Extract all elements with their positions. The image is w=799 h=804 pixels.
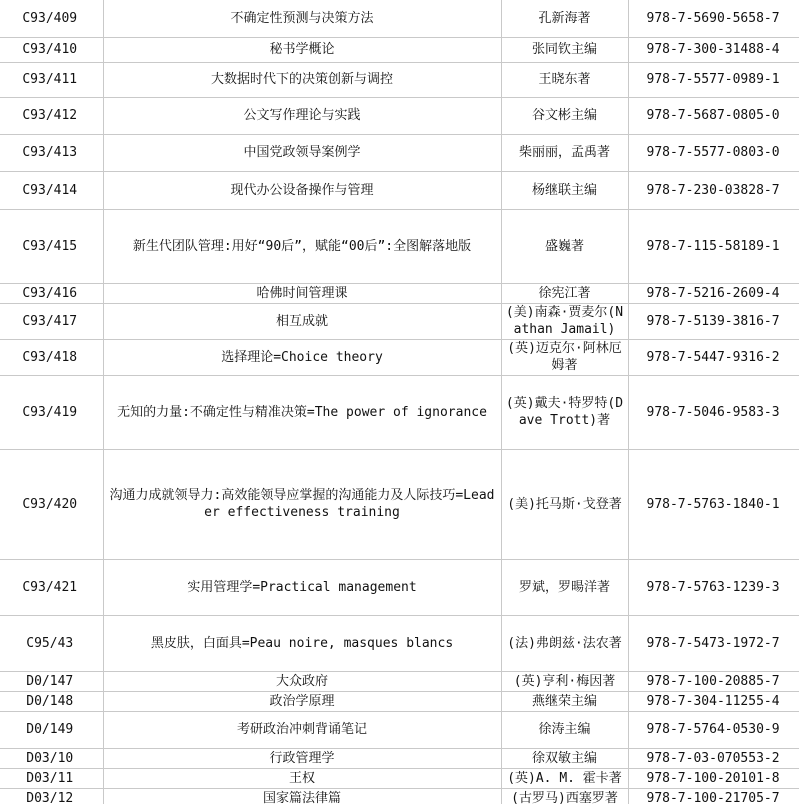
call-number-cell[interactable]: C93/410 (0, 37, 103, 62)
author-cell[interactable]: 徐宪江著 (501, 283, 628, 303)
call-number-cell[interactable]: D03/12 (0, 788, 103, 804)
table-row (0, 748, 799, 768)
call-number-cell[interactable]: C93/415 (0, 209, 103, 283)
call-number-cell[interactable]: C93/418 (0, 339, 103, 375)
title-cell[interactable]: 不确定性预测与决策方法 (103, 0, 501, 37)
isbn-cell[interactable]: 978-7-100-21705-7 (628, 788, 799, 804)
call-number-cell[interactable]: D03/10 (0, 748, 103, 768)
isbn-cell[interactable]: 978-7-304-11255-4 (628, 691, 799, 711)
call-number-cell[interactable]: C93/417 (0, 303, 103, 339)
title-cell[interactable]: 中国党政领导案例学 (103, 134, 501, 171)
author-cell[interactable]: (美)南森·贾麦尔(Nathan Jamail) (501, 303, 628, 339)
isbn-cell[interactable]: 978-7-115-58189-1 (628, 209, 799, 283)
author-cell[interactable]: (美)托马斯·戈登著 (501, 449, 628, 559)
call-number-cell[interactable]: C93/419 (0, 375, 103, 449)
title-cell[interactable]: 行政管理学 (103, 748, 501, 768)
table-row (0, 134, 799, 171)
author-cell[interactable]: (英)戴夫·特罗特(Dave Trott)著 (501, 375, 628, 449)
title-cell[interactable]: 考研政治冲刺背诵笔记 (103, 711, 501, 748)
author-cell[interactable]: 徐涛主编 (501, 711, 628, 748)
title-cell[interactable]: 国家篇法律篇 (103, 788, 501, 804)
title-cell[interactable]: 实用管理学=Practical management (103, 559, 501, 615)
table-row (0, 375, 799, 449)
title-cell[interactable]: 选择理论=Choice theory (103, 339, 501, 375)
isbn-cell[interactable]: 978-7-300-31488-4 (628, 37, 799, 62)
isbn-cell[interactable]: 978-7-5139-3816-7 (628, 303, 799, 339)
title-cell[interactable]: 秘书学概论 (103, 37, 501, 62)
author-cell[interactable]: 燕继荣主编 (501, 691, 628, 711)
table-row (0, 283, 799, 303)
author-cell[interactable]: 杨继联主编 (501, 171, 628, 209)
author-cell[interactable]: 王晓东著 (501, 62, 628, 97)
call-number-cell[interactable]: C93/412 (0, 97, 103, 134)
author-cell[interactable]: 张同钦主编 (501, 37, 628, 62)
table-row (0, 62, 799, 97)
isbn-cell[interactable]: 978-7-5046-9583-3 (628, 375, 799, 449)
table-row (0, 209, 799, 283)
call-number-cell[interactable]: C93/421 (0, 559, 103, 615)
author-cell[interactable]: 谷文彬主编 (501, 97, 628, 134)
isbn-cell[interactable]: 978-7-5216-2609-4 (628, 283, 799, 303)
title-cell[interactable]: 无知的力量:不确定性与精准决策=The power of ignorance (103, 375, 501, 449)
isbn-cell[interactable]: 978-7-5447-9316-2 (628, 339, 799, 375)
title-cell[interactable]: 现代办公设备操作与管理 (103, 171, 501, 209)
author-cell[interactable]: 柴丽丽，孟禹著 (501, 134, 628, 171)
isbn-cell[interactable]: 978-7-5577-0803-0 (628, 134, 799, 171)
isbn-cell[interactable]: 978-7-03-070553-2 (628, 748, 799, 768)
title-cell[interactable]: 公文写作理论与实践 (103, 97, 501, 134)
title-cell[interactable]: 新生代团队管理:用好“90后”，赋能“00后”:全图解落地版 (103, 209, 501, 283)
title-cell[interactable]: 政治学原理 (103, 691, 501, 711)
isbn-cell[interactable]: 978-7-5473-1972-7 (628, 615, 799, 671)
isbn-cell[interactable]: 978-7-100-20885-7 (628, 671, 799, 691)
author-cell[interactable]: (英)A. M. 霍卡著 (501, 768, 628, 788)
author-cell[interactable]: (英)迈克尔·阿林厄姆著 (501, 339, 628, 375)
table-row (0, 691, 799, 711)
table-row (0, 559, 799, 615)
call-number-cell[interactable]: C95/43 (0, 615, 103, 671)
call-number-cell[interactable]: C93/414 (0, 171, 103, 209)
table-row (0, 303, 799, 339)
call-number-cell[interactable]: C93/409 (0, 0, 103, 37)
table-row (0, 449, 799, 559)
call-number-cell[interactable]: D0/149 (0, 711, 103, 748)
call-number-cell[interactable]: C93/413 (0, 134, 103, 171)
call-number-cell[interactable]: C93/420 (0, 449, 103, 559)
table-row (0, 97, 799, 134)
call-number-cell[interactable]: D0/148 (0, 691, 103, 711)
author-cell[interactable]: (古罗马)西塞罗著 (501, 788, 628, 804)
title-cell[interactable]: 相互成就 (103, 303, 501, 339)
isbn-cell[interactable]: 978-7-5690-5658-7 (628, 0, 799, 37)
title-cell[interactable]: 大数据时代下的决策创新与调控 (103, 62, 501, 97)
call-number-cell[interactable]: D0/147 (0, 671, 103, 691)
author-cell[interactable]: (英)亨利·梅因著 (501, 671, 628, 691)
title-cell[interactable]: 哈佛时间管理课 (103, 283, 501, 303)
table-row (0, 615, 799, 671)
table-row (0, 768, 799, 788)
table-row (0, 37, 799, 62)
title-cell[interactable]: 王权 (103, 768, 501, 788)
isbn-cell[interactable]: 978-7-230-03828-7 (628, 171, 799, 209)
table-row (0, 788, 799, 804)
title-cell[interactable]: 沟通力成就领导力:高效能领导应掌握的沟通能力及人际技巧=Leader effectiveness training (103, 449, 501, 559)
author-cell[interactable]: (法)弗朗兹·法农著 (501, 615, 628, 671)
author-cell[interactable]: 罗斌，罗暘洋著 (501, 559, 628, 615)
call-number-cell[interactable]: D03/11 (0, 768, 103, 788)
table-row (0, 711, 799, 748)
call-number-cell[interactable]: C93/416 (0, 283, 103, 303)
isbn-cell[interactable]: 978-7-5763-1840-1 (628, 449, 799, 559)
call-number-cell[interactable]: C93/411 (0, 62, 103, 97)
table-row (0, 339, 799, 375)
isbn-cell[interactable]: 978-7-5763-1239-3 (628, 559, 799, 615)
title-cell[interactable]: 大众政府 (103, 671, 501, 691)
title-cell[interactable]: 黑皮肤，白面具=Peau noire, masques blancs (103, 615, 501, 671)
table-row (0, 171, 799, 209)
isbn-cell[interactable]: 978-7-100-20101-8 (628, 768, 799, 788)
isbn-cell[interactable]: 978-7-5764-0530-9 (628, 711, 799, 748)
author-cell[interactable]: 孔新海著 (501, 0, 628, 37)
isbn-cell[interactable]: 978-7-5577-0989-1 (628, 62, 799, 97)
isbn-cell[interactable]: 978-7-5687-0805-0 (628, 97, 799, 134)
table-row (0, 671, 799, 691)
author-cell[interactable]: 盛巍著 (501, 209, 628, 283)
author-cell[interactable]: 徐双敏主编 (501, 748, 628, 768)
table-row (0, 0, 799, 37)
